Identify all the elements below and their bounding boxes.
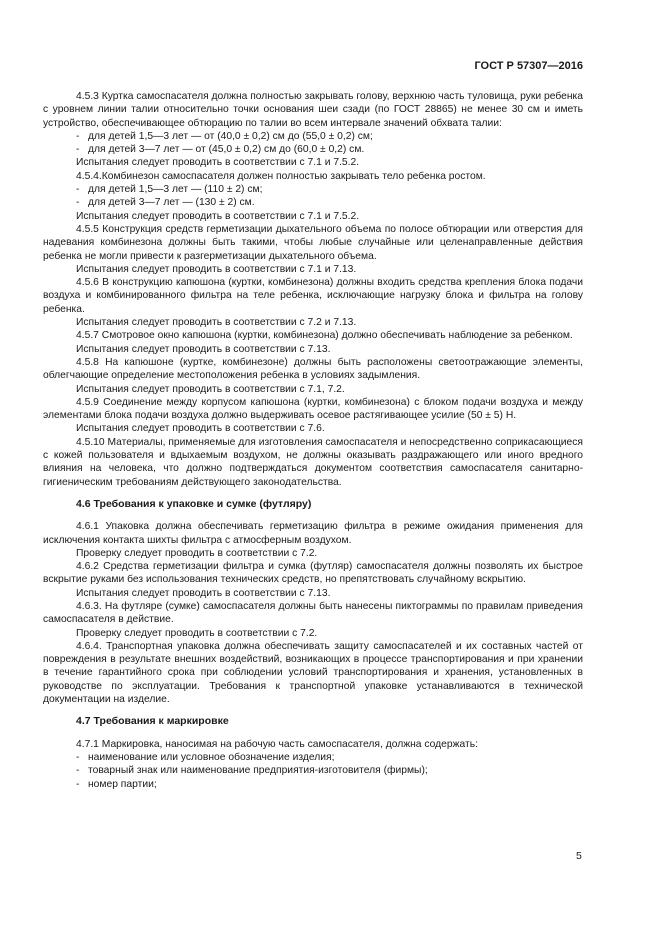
list-dash: -	[76, 751, 80, 763]
paragraph: 4.5.9 Соединение между корпусом капюшона (куртки, комбинезона) с блоком подачи воздуха и между элементами блока подачи воздуха должно выдерживать осевое растягивающее усилие (50 ± 5) Н.	[43, 396, 583, 422]
paragraph: 4.6.2 Средства герметизации фильтра и сумка (футляр) самоспасателя должны позволять их быстрое вскрытие руками без использования технических средств, но препятствовать случайному вскрытию.	[43, 561, 583, 586]
paragraph: 4.5.3 Куртка самоспасателя должна полностью закрывать голову, верхнюю часть туловища, руки ребенка с уровнем линии талии относительно точки основания шеи сзади (по ГОСТ 28865) не менее 30 см и иметь устройство, обеспечивающее обтюрацию по талии во всем интервале значений обхвата талии:	[43, 91, 583, 129]
list-item-text: номер партии;	[88, 778, 157, 790]
list-item	[43, 143, 583, 156]
paragraph: Испытания следует проводить в соответствии с 7.13.	[76, 587, 331, 599]
paragraph: Испытания следует проводить в соответствии с 7.1, 7.2.	[76, 383, 345, 395]
paragraph: Испытания следует проводить в соответствии с 7.2 и 7.13.	[76, 317, 357, 329]
list-item	[43, 196, 583, 209]
paragraph: Проверку следует проводить в соответствии с 7.2.	[76, 547, 318, 559]
list-dash: -	[76, 144, 80, 156]
paragraph: 4.5.8 На капюшоне (куртке, комбинезоне) должны быть расположены светоотражающие элементы, облегчающие определение местоположения ребенка в условиях задымления.	[43, 356, 583, 382]
list-dash: -	[76, 765, 80, 777]
list-dash: -	[76, 184, 80, 196]
list-item-text: для детей 1,5—3 лет — (110 ± 2) см;	[88, 184, 263, 196]
paragraph: Испытания следует проводить в соответствии с 7.6.	[76, 423, 325, 435]
paragraph: 4.6.1 Упаковка должна обеспечивать герметизацию фильтра в режиме ожидания применения для исключения контакта шихты фильтра с атмосферным воздухом.	[43, 521, 583, 546]
list-item	[43, 130, 583, 143]
paragraph: 4.6.3. На футляре (сумке) самоспасателя должны быть нанесены пиктограммы по правилам приведения самоспасателя в действие.	[43, 600, 583, 626]
list-item-text: наименование или условное обозначение изделия;	[88, 751, 335, 763]
list-item-text: для детей 3—7 лет — (130 ± 2) см.	[88, 197, 255, 209]
paragraph: Испытания следует проводить в соответствии с 7.1 и 7.5.2.	[76, 210, 360, 222]
paragraph: Испытания следует проводить в соответствии с 7.1 и 7.5.2.	[76, 157, 360, 169]
paragraph: 4.5.6 В конструкцию капюшона (куртки, комбинезона) должны входить средства крепления блока подачи воздуха и комбинированного фильтра на теле ребенка, исключающие нагрузку блока и фильтра на голову ребенка.	[43, 277, 583, 315]
section-heading: 4.7 Требования к маркировке	[76, 715, 229, 728]
document-code: ГОСТ Р 57307—2016	[474, 60, 583, 72]
list-dash: -	[76, 130, 80, 142]
paragraph: 4.7.1 Маркировка, наносимая на рабочую часть самоспасателя, должна содержать:	[76, 738, 478, 750]
document-body	[43, 90, 583, 791]
paragraph: 4.6.4. Транспортная упаковка должна обеспечивать защиту самоспасателей и их составных частей от повреждения в результате внешних воздействий, возникающих в процессе транспортирования и при хранении в течение гарантийного срока при соблюдении условий транспортирования и хранения, установленных в руководстве по эксплуатации. Требования к транспортной упаковке устанавливаются в технической документации на изделие.	[43, 640, 583, 706]
list-item	[43, 183, 583, 196]
section-heading: 4.6 Требования к упаковке и сумке (футляру)	[76, 497, 312, 510]
list-item	[43, 751, 583, 764]
list-item-text: для детей 3—7 лет — от (45,0 ± 0,2) см до (60,0 ± 0,2) см.	[88, 144, 365, 156]
list-item-text: товарный знак или наименование предприятия-изготовителя (фирмы);	[88, 765, 428, 777]
list-dash: -	[76, 778, 80, 790]
list-item	[43, 764, 583, 777]
page-number: 5	[576, 850, 582, 862]
paragraph: Испытания следует проводить в соответствии с 7.13.	[76, 343, 331, 355]
paragraph: Испытания следует проводить в соответствии с 7.1 и 7.13.	[76, 263, 357, 275]
paragraph: 4.5.10 Материалы, применяемые для изготовления самоспасателя и непосредственно соприкасающиеся с кожей пользователя и вдыхаемым воздухом, не должны оказывать раздражающего или иного вредного влияния на человека, что должно подтверждаться документом соответствия самоспасателя санитарно-гигиеническим требованиям действующего законодательства.	[43, 436, 583, 488]
list-dash: -	[76, 197, 80, 209]
paragraph: 4.5.5 Конструкция средств герметизации дыхательного объема по полосе обтюрации или отверстия для надевания комбинезона должны быть такими, чтобы любые случайные или целенаправленные действия ребенка не могли привести к разгерметизации дыхательного объема.	[43, 223, 583, 262]
list-item-text: для детей 1,5—3 лет — от (40,0 ± 0,2) см до (55,0 ± 0,2) см;	[88, 130, 373, 142]
list-item	[43, 778, 583, 791]
paragraph: 4.5.4.Комбинезон самоспасателя должен полностью закрывать тело ребенка ростом.	[76, 170, 486, 182]
paragraph: 4.5.7 Смотровое окно капюшона (куртки, комбинезона) должно обеспечивать наблюдение за ребенком.	[76, 330, 573, 342]
paragraph: Проверку следует проводить в соответствии с 7.2.	[76, 627, 318, 639]
